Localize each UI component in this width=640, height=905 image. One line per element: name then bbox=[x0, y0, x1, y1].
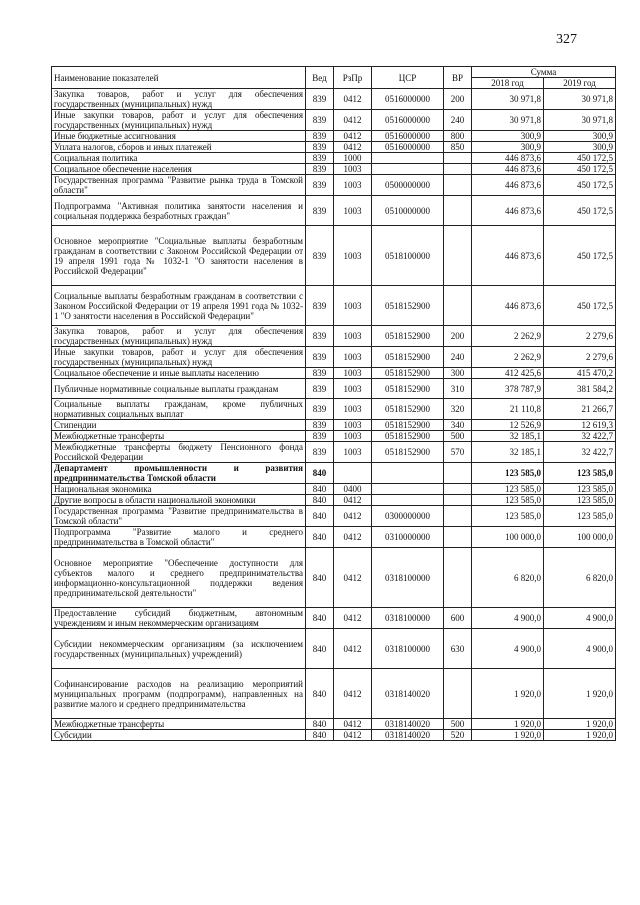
table-row bbox=[52, 89, 616, 110]
row-sum-2019: 12 619,3 bbox=[544, 420, 616, 431]
row-rzpr bbox=[334, 463, 372, 484]
row-ved: 840 bbox=[306, 484, 334, 495]
row-ved: 839 bbox=[306, 399, 334, 420]
row-name: Межбюджетные трансферты бюджету Пенсионного фонда Российской Федерации bbox=[52, 442, 306, 463]
row-vr bbox=[444, 527, 472, 548]
row-rzpr: 0412 bbox=[334, 719, 372, 730]
row-sum-2019: 123 585,0 bbox=[544, 463, 616, 484]
row-sum-2019: 300,9 bbox=[544, 131, 616, 142]
row-vr: 310 bbox=[444, 379, 472, 399]
header-ved: Вед bbox=[306, 67, 334, 89]
row-name: Социальная политика bbox=[52, 153, 306, 164]
row-name: Национальная экономика bbox=[52, 484, 306, 495]
row-csr: 0516000000 bbox=[372, 110, 444, 131]
row-sum-2018: 4 900,0 bbox=[472, 608, 544, 629]
row-csr: 0318140020 bbox=[372, 730, 444, 741]
row-csr: 0518152900 bbox=[372, 326, 444, 347]
row-rzpr: 0400 bbox=[334, 484, 372, 495]
row-name: Социальное обеспечение и иные выплаты населению bbox=[52, 368, 306, 379]
row-name: Социальные выплаты гражданам, кроме публичных нормативных социальных выплат bbox=[52, 399, 306, 420]
row-csr: 0516000000 bbox=[372, 89, 444, 110]
row-ved: 839 bbox=[306, 164, 334, 175]
row-vr bbox=[444, 196, 472, 226]
row-name: Предоставление субсидий бюджетным, автономным учреждениям и иным некоммерческим организациям bbox=[52, 608, 306, 629]
header-name: Наименование показателей bbox=[52, 67, 306, 89]
row-sum-2019: 2 279,6 bbox=[544, 347, 616, 368]
row-sum-2018: 30 971,8 bbox=[472, 89, 544, 110]
row-sum-2018: 300,9 bbox=[472, 131, 544, 142]
row-sum-2019: 100 000,0 bbox=[544, 527, 616, 548]
row-sum-2018: 123 585,0 bbox=[472, 506, 544, 527]
row-sum-2018: 123 585,0 bbox=[472, 495, 544, 506]
row-vr: 600 bbox=[444, 608, 472, 629]
table-row bbox=[52, 196, 616, 226]
row-sum-2019: 4 900,0 bbox=[544, 629, 616, 669]
row-name: Субсидии bbox=[52, 730, 306, 741]
table-row bbox=[52, 719, 616, 730]
row-rzpr: 0412 bbox=[334, 730, 372, 741]
row-rzpr: 0412 bbox=[334, 629, 372, 669]
row-sum-2019: 123 585,0 bbox=[544, 506, 616, 527]
table-row bbox=[52, 368, 616, 379]
row-sum-2018: 2 262,9 bbox=[472, 326, 544, 347]
row-vr: 520 bbox=[444, 730, 472, 741]
row-vr bbox=[444, 495, 472, 506]
row-rzpr: 0412 bbox=[334, 110, 372, 131]
table-row bbox=[52, 442, 616, 463]
row-vr: 200 bbox=[444, 326, 472, 347]
row-vr: 570 bbox=[444, 442, 472, 463]
table-row bbox=[52, 463, 616, 484]
table-row bbox=[52, 495, 616, 506]
row-sum-2018: 100 000,0 bbox=[472, 527, 544, 548]
row-sum-2019: 30 971,8 bbox=[544, 89, 616, 110]
row-vr bbox=[444, 286, 472, 326]
row-csr: 0318140020 bbox=[372, 719, 444, 730]
row-rzpr: 1003 bbox=[334, 399, 372, 420]
row-ved: 840 bbox=[306, 730, 334, 741]
row-rzpr: 1003 bbox=[334, 326, 372, 347]
row-sum-2019: 450 172,5 bbox=[544, 153, 616, 164]
row-vr: 850 bbox=[444, 142, 472, 153]
row-sum-2018: 2 262,9 bbox=[472, 347, 544, 368]
row-sum-2018: 446 873,6 bbox=[472, 196, 544, 226]
row-csr bbox=[372, 463, 444, 484]
row-sum-2018: 446 873,6 bbox=[472, 164, 544, 175]
row-sum-2019: 32 422,7 bbox=[544, 431, 616, 442]
row-ved: 839 bbox=[306, 110, 334, 131]
row-sum-2019: 1 920,0 bbox=[544, 719, 616, 730]
header-2018: 2018 год bbox=[472, 78, 544, 89]
row-vr bbox=[444, 164, 472, 175]
row-ved: 839 bbox=[306, 89, 334, 110]
row-ved: 839 bbox=[306, 131, 334, 142]
table-row bbox=[52, 131, 616, 142]
row-sum-2018: 446 873,6 bbox=[472, 175, 544, 196]
row-csr: 0518152900 bbox=[372, 431, 444, 442]
row-sum-2018: 446 873,6 bbox=[472, 286, 544, 326]
row-vr bbox=[444, 463, 472, 484]
row-ved: 840 bbox=[306, 495, 334, 506]
row-rzpr: 1003 bbox=[334, 196, 372, 226]
row-vr: 500 bbox=[444, 431, 472, 442]
table-row bbox=[52, 226, 616, 286]
row-vr bbox=[444, 226, 472, 286]
table-row bbox=[52, 420, 616, 431]
row-ved: 840 bbox=[306, 669, 334, 719]
table-row bbox=[52, 347, 616, 368]
row-name: Государственная программа "Развитие предпринимательства в Томской области" bbox=[52, 506, 306, 527]
row-name: Межбюджетные трансферты bbox=[52, 719, 306, 730]
row-vr: 320 bbox=[444, 399, 472, 420]
row-sum-2018: 123 585,0 bbox=[472, 463, 544, 484]
row-name: Основное мероприятие "Обеспечение доступности для субъектов малого и среднего предпринимательства информационно-консультационной поддержки ведения предпринимательской деятельности" bbox=[52, 548, 306, 608]
row-sum-2019: 1 920,0 bbox=[544, 730, 616, 741]
row-vr: 240 bbox=[444, 110, 472, 131]
row-csr: 0518152900 bbox=[372, 399, 444, 420]
table-row bbox=[52, 527, 616, 548]
row-sum-2018: 21 110,8 bbox=[472, 399, 544, 420]
page-number: 327 bbox=[556, 32, 577, 47]
row-csr: 0310000000 bbox=[372, 527, 444, 548]
row-name: Социальное обеспечение населения bbox=[52, 164, 306, 175]
row-sum-2019: 450 172,5 bbox=[544, 196, 616, 226]
row-rzpr: 1003 bbox=[334, 368, 372, 379]
row-rzpr: 0412 bbox=[334, 548, 372, 608]
row-sum-2018: 12 526,9 bbox=[472, 420, 544, 431]
row-rzpr: 1003 bbox=[334, 286, 372, 326]
row-csr: 0518152900 bbox=[372, 420, 444, 431]
row-csr: 0518152900 bbox=[372, 379, 444, 399]
table-row bbox=[52, 326, 616, 347]
row-name: Межбюджетные трансферты bbox=[52, 431, 306, 442]
row-name: Публичные нормативные социальные выплаты гражданам bbox=[52, 379, 306, 399]
row-ved: 839 bbox=[306, 175, 334, 196]
row-rzpr: 1003 bbox=[334, 347, 372, 368]
row-csr: 0510000000 bbox=[372, 196, 444, 226]
row-ved: 839 bbox=[306, 379, 334, 399]
row-sum-2018: 32 185,1 bbox=[472, 431, 544, 442]
table-row bbox=[52, 142, 616, 153]
row-name: Департамент промышленности и развития предпринимательства Томской области bbox=[52, 463, 306, 484]
row-name: Иные закупки товаров, работ и услуг для обеспечения государственных (муниципальных) нужд bbox=[52, 347, 306, 368]
row-vr bbox=[444, 506, 472, 527]
row-name: Субсидии некоммерческим организациям (за исключением государственных (муниципальных) учреждений) bbox=[52, 629, 306, 669]
row-rzpr: 1003 bbox=[334, 226, 372, 286]
row-rzpr: 0412 bbox=[334, 527, 372, 548]
header-rzpr: РзПр bbox=[334, 67, 372, 89]
row-ved: 839 bbox=[306, 142, 334, 153]
table-row bbox=[52, 164, 616, 175]
row-rzpr: 1003 bbox=[334, 379, 372, 399]
row-sum-2019: 450 172,5 bbox=[544, 286, 616, 326]
row-name: Государственная программа "Развитие рынка труда в Томской области" bbox=[52, 175, 306, 196]
header-csr: ЦСР bbox=[372, 67, 444, 89]
row-ved: 840 bbox=[306, 608, 334, 629]
row-vr bbox=[444, 175, 472, 196]
row-sum-2018: 6 820,0 bbox=[472, 548, 544, 608]
table-row bbox=[52, 669, 616, 719]
header-vr: ВР bbox=[444, 67, 472, 89]
row-vr: 800 bbox=[444, 131, 472, 142]
row-csr: 0518152900 bbox=[372, 368, 444, 379]
row-name: Подпрограмма "Развитие малого и среднего предпринимательства в Томской области" bbox=[52, 527, 306, 548]
row-name: Закупка товаров, работ и услуг для обеспечения государственных (муниципальных) нужд bbox=[52, 326, 306, 347]
row-csr: 0318100000 bbox=[372, 548, 444, 608]
row-ved: 840 bbox=[306, 506, 334, 527]
row-name: Подпрограмма "Активная политика занятости населения и социальная поддержка безработных граждан" bbox=[52, 196, 306, 226]
row-vr: 300 bbox=[444, 368, 472, 379]
header-sum: Сумма bbox=[472, 67, 616, 78]
row-ved: 840 bbox=[306, 527, 334, 548]
row-vr bbox=[444, 484, 472, 495]
row-ved: 839 bbox=[306, 196, 334, 226]
row-ved: 839 bbox=[306, 368, 334, 379]
row-sum-2018: 123 585,0 bbox=[472, 484, 544, 495]
row-ved: 839 bbox=[306, 431, 334, 442]
header-2019: 2019 год bbox=[544, 78, 616, 89]
row-sum-2018: 300,9 bbox=[472, 142, 544, 153]
row-sum-2019: 381 584,2 bbox=[544, 379, 616, 399]
row-ved: 839 bbox=[306, 347, 334, 368]
row-name: Софинансирование расходов на реализацию мероприятий муниципальных программ (подпрограмм), направленных на развитие малого и среднего предпринимательства bbox=[52, 669, 306, 719]
row-ved: 839 bbox=[306, 226, 334, 286]
row-csr: 0516000000 bbox=[372, 131, 444, 142]
row-vr: 200 bbox=[444, 89, 472, 110]
row-csr: 0518152900 bbox=[372, 442, 444, 463]
row-csr: 0318100000 bbox=[372, 608, 444, 629]
table-row bbox=[52, 110, 616, 131]
row-sum-2018: 30 971,8 bbox=[472, 110, 544, 131]
row-rzpr: 0412 bbox=[334, 142, 372, 153]
row-csr: 0518152900 bbox=[372, 286, 444, 326]
table-row bbox=[52, 399, 616, 420]
row-sum-2018: 1 920,0 bbox=[472, 730, 544, 741]
row-rzpr: 1003 bbox=[334, 420, 372, 431]
row-name: Стипендии bbox=[52, 420, 306, 431]
row-ved: 839 bbox=[306, 442, 334, 463]
row-vr bbox=[444, 669, 472, 719]
row-sum-2019: 300,9 bbox=[544, 142, 616, 153]
table-body bbox=[52, 89, 616, 741]
row-vr: 500 bbox=[444, 719, 472, 730]
row-csr: 0518100000 bbox=[372, 226, 444, 286]
row-sum-2019: 123 585,0 bbox=[544, 495, 616, 506]
row-sum-2018: 1 920,0 bbox=[472, 719, 544, 730]
table-row bbox=[52, 506, 616, 527]
table-row bbox=[52, 379, 616, 399]
row-ved: 839 bbox=[306, 420, 334, 431]
row-ved: 840 bbox=[306, 629, 334, 669]
row-csr: 0318140020 bbox=[372, 669, 444, 719]
row-sum-2018: 32 185,1 bbox=[472, 442, 544, 463]
row-sum-2019: 21 266,7 bbox=[544, 399, 616, 420]
row-sum-2018: 1 920,0 bbox=[472, 669, 544, 719]
row-csr: 0300000000 bbox=[372, 506, 444, 527]
row-csr: 0518152900 bbox=[372, 347, 444, 368]
row-sum-2019: 450 172,5 bbox=[544, 226, 616, 286]
row-sum-2019: 32 422,7 bbox=[544, 442, 616, 463]
row-rzpr: 0412 bbox=[334, 608, 372, 629]
row-rzpr: 1003 bbox=[334, 431, 372, 442]
row-sum-2019: 450 172,5 bbox=[544, 164, 616, 175]
row-rzpr: 0412 bbox=[334, 506, 372, 527]
row-vr bbox=[444, 548, 472, 608]
row-vr bbox=[444, 153, 472, 164]
row-sum-2019: 6 820,0 bbox=[544, 548, 616, 608]
row-vr: 240 bbox=[444, 347, 472, 368]
row-csr bbox=[372, 153, 444, 164]
row-ved: 839 bbox=[306, 326, 334, 347]
row-name: Основное мероприятие "Социальные выплаты безработным гражданам в соответствии с Законом Российской Федерации от 19 апреля 1991 года № 1032-1 "О занятости населения в Российской Федерации" bbox=[52, 226, 306, 286]
row-name: Иные закупки товаров, работ и услуг для обеспечения государственных (муниципальных) нужд bbox=[52, 110, 306, 131]
table-row bbox=[52, 175, 616, 196]
table-row bbox=[52, 484, 616, 495]
row-csr: 0318100000 bbox=[372, 629, 444, 669]
row-ved: 840 bbox=[306, 463, 334, 484]
table-row bbox=[52, 153, 616, 164]
table-row bbox=[52, 286, 616, 326]
row-sum-2019: 30 971,8 bbox=[544, 110, 616, 131]
row-rzpr: 0412 bbox=[334, 669, 372, 719]
row-csr bbox=[372, 164, 444, 175]
row-ved: 840 bbox=[306, 548, 334, 608]
row-ved: 840 bbox=[306, 719, 334, 730]
row-vr: 340 bbox=[444, 420, 472, 431]
row-sum-2019: 1 920,0 bbox=[544, 669, 616, 719]
row-vr: 630 bbox=[444, 629, 472, 669]
table-row bbox=[52, 730, 616, 741]
row-rzpr: 0412 bbox=[334, 131, 372, 142]
row-csr bbox=[372, 484, 444, 495]
row-rzpr: 0412 bbox=[334, 495, 372, 506]
row-sum-2019: 2 279,6 bbox=[544, 326, 616, 347]
row-csr bbox=[372, 495, 444, 506]
row-name: Закупка товаров, работ и услуг для обеспечения государственных (муниципальных) нужд bbox=[52, 89, 306, 110]
row-name: Иные бюджетные ассигнования bbox=[52, 131, 306, 142]
row-name: Социальные выплаты безработным гражданам в соответствии с Законом Российской Федерации от 19 апреля 1991 года № 1032-1 "О занятости населения в Российской Федерации" bbox=[52, 286, 306, 326]
row-rzpr: 1003 bbox=[334, 175, 372, 196]
row-sum-2019: 415 470,2 bbox=[544, 368, 616, 379]
row-rzpr: 1003 bbox=[334, 164, 372, 175]
row-sum-2019: 123 585,0 bbox=[544, 484, 616, 495]
row-csr: 0500000000 bbox=[372, 175, 444, 196]
row-sum-2018: 446 873,6 bbox=[472, 153, 544, 164]
budget-table bbox=[51, 66, 616, 741]
table-row bbox=[52, 431, 616, 442]
row-ved: 839 bbox=[306, 286, 334, 326]
row-rzpr: 1003 bbox=[334, 442, 372, 463]
row-sum-2018: 378 787,9 bbox=[472, 379, 544, 399]
row-csr: 0516000000 bbox=[372, 142, 444, 153]
row-sum-2018: 4 900,0 bbox=[472, 629, 544, 669]
table-row bbox=[52, 608, 616, 629]
row-sum-2019: 4 900,0 bbox=[544, 608, 616, 629]
row-ved: 839 bbox=[306, 153, 334, 164]
row-name: Другие вопросы в области национальной экономики bbox=[52, 495, 306, 506]
row-sum-2018: 446 873,6 bbox=[472, 226, 544, 286]
row-sum-2019: 450 172,5 bbox=[544, 175, 616, 196]
row-rzpr: 0412 bbox=[334, 89, 372, 110]
table-row bbox=[52, 548, 616, 608]
row-name: Уплата налогов, сборов и иных платежей bbox=[52, 142, 306, 153]
table-row bbox=[52, 629, 616, 669]
row-rzpr: 1000 bbox=[334, 153, 372, 164]
row-sum-2018: 412 425,6 bbox=[472, 368, 544, 379]
